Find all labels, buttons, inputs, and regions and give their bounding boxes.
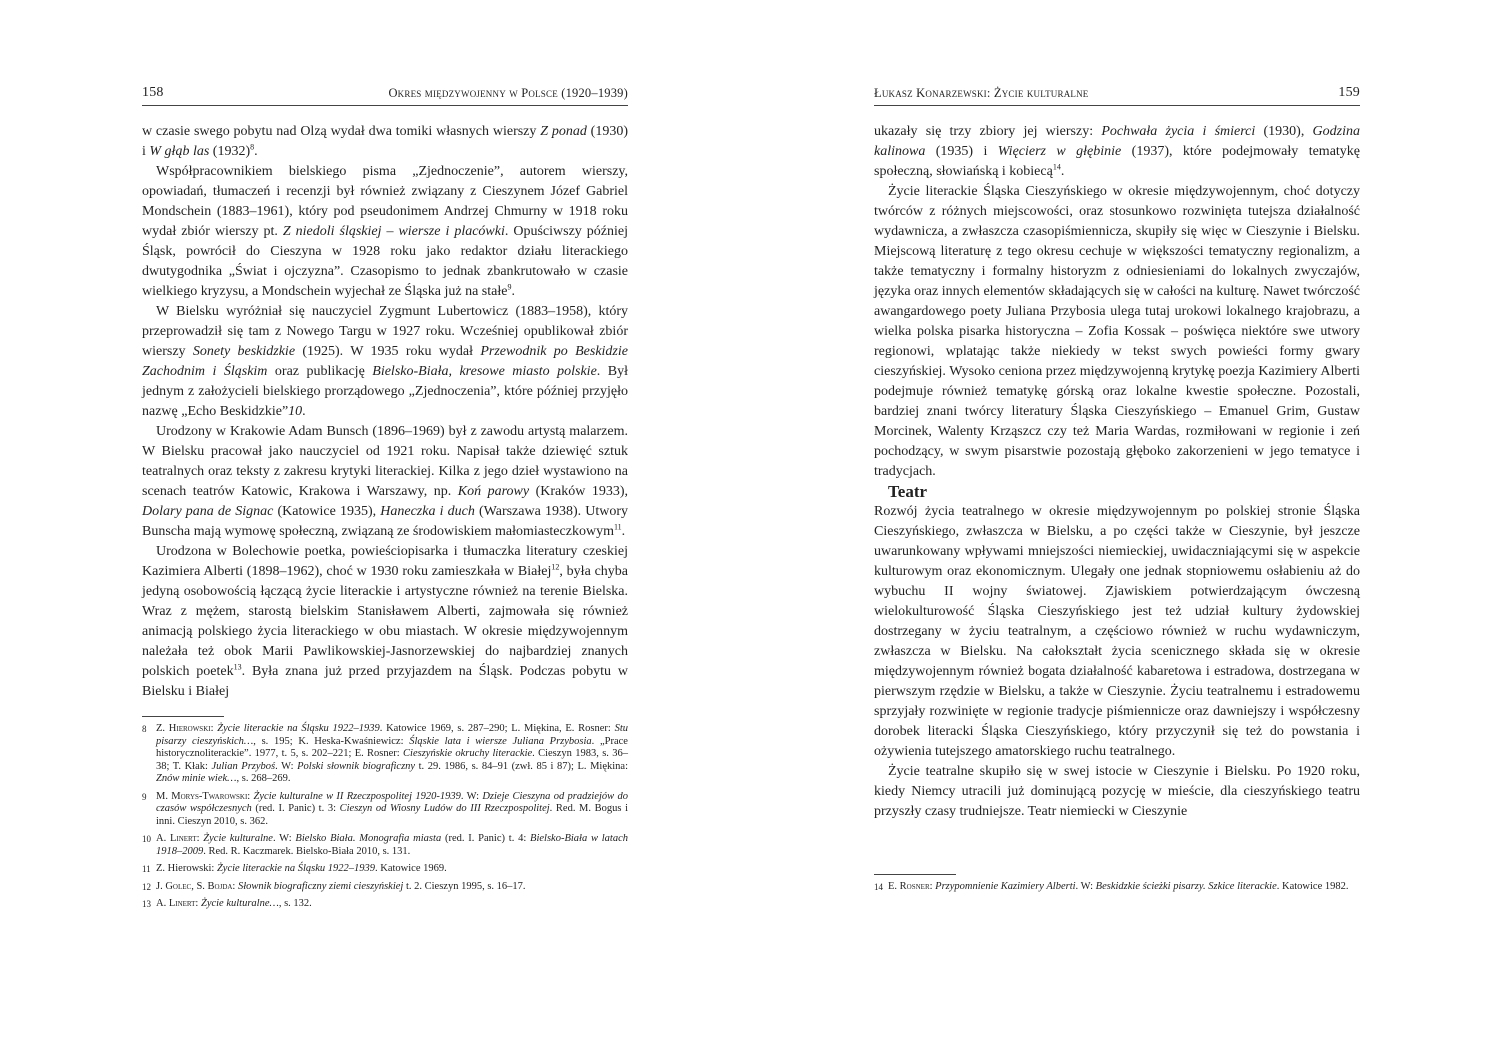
footnote: 14 E. Rosner: Przypomnienie Kazimiery Alberti. W: Beskidzkie ścieżki pisarzy. Szkice literackie. Katowice 1982. (874, 881, 1349, 892)
running-title-left: Okres międzywojenny w Polsce (1920–1939) (388, 86, 628, 100)
footnote-number: 8 (142, 724, 147, 734)
footnote: 9 M. Morys-Twarowski: Życie kulturalne w II Rzeczpospolitej 1920-1939. W: Dzieje Cieszyna od pradziejów do czasów współczesnych (red. I. Panic) t. 3: Cieszyn od Wiosny Ludów do III Rzeczpospolitej. Red. M. Bogus i inni. Cieszyn 2010, s. 362. (142, 790, 628, 827)
footnotes-right (874, 874, 1360, 899)
paragraph: Życie literackie Śląska Cieszyńskiego w okresie międzywojennym, choć dotyczy twórców z różnych miejscowości, oraz stosunkowo rozwinięta tutejsza działalność wydawnicza, a zwłaszcza czasopiśmiennicza, skupiły się więc w Cieszynie i Bielsku. Miejscową literaturę z tego okresu cechuje w większości tematyczny regionalizm, a także tematyczny i formalny historyzm z odniesieniami do lokalnych zwyczajów, języka oraz innych elementów składających się w całości na kulturę. Nawet twórczość awangardowego poety Juliana Przybosia ulega tutaj urokowi lokalnego krajobrazu, a wielka polska pisarka historyczna – Zofia Kossak – poświęca niektóre swe utwory regionowi, wplatając także niekiedy w tekst swych powieści formy gwary cieszyńskiej. Wysoko ceniona przez międzywojenną krytykę poezja Kazimiery Alberti podejmuje również tematykę górską oraz lokalne kwestie społeczne. Pozostali, bardziej znani twórcy literatury Śląska Cieszyńskiego – Emanuel Grim, Gustaw Morcinek, Walenty Krząszcz czy też Maria Wardas, rozmiłowani w regionie i zeń pochodzący, w swym pisarstwie pozostają głęboko zakorzenieni w jego tematyce i tradycjach. (874, 184, 1360, 479)
footnote-ref[interactable]: 13 (233, 662, 242, 672)
footnote-number: 13 (142, 899, 151, 909)
footnote: 13 A. Linert: Życie kulturalne…, s. 132. (142, 898, 312, 909)
footnote-number: 14 (874, 882, 883, 892)
paragraph: Życie teatralne skupiło się w swej istocie w Cieszynie i Bielsku. Po 1920 roku, kiedy Niemcy utracili już dominującą pozycję w mieście, dla cieszyńskiego teatru przyszły czasy trudniejsze. Teatr niemiecki w Cieszynie (874, 764, 1360, 819)
paragraph: ukazały się trzy zbiory jej wierszy: Pochwała życia i śmierci (1930), Godzina kalinowa (1935) i Więcierz w głębinie (1937), które podejmowały tematykę społeczną, słowiańską i kobiecą$^{14}$. (874, 124, 1361, 179)
left-page (142, 0, 628, 1039)
footnote: 11 Z. Hierowski: Życie literackie na Śląsku 1922–1939. Katowice 1969. (142, 863, 447, 874)
running-head-left (142, 85, 628, 106)
running-title-right: Łukasz Konarzewski: Życie kulturalne (874, 86, 1089, 100)
footnote-ref[interactable]: 14 (1052, 162, 1061, 172)
footnote-ref[interactable]: 11 (613, 522, 622, 532)
right-page (874, 0, 1360, 1039)
section-heading: Teatr (888, 482, 928, 501)
footnote-number: 11 (142, 864, 151, 874)
body-text-left (142, 122, 628, 702)
page-number-left: 158 (142, 85, 164, 100)
paragraph: w czasie swego pobytu nad Olzą wydał dwa tomiki własnych wierszy Z ponad (1930) i W głąb las $(1932)^8$. (142, 124, 628, 159)
footnote: 10 A. Linert: Życie kulturalne. W: Bielsko Biała. Monografia miasta (red. I. Panic) t. 4: Bielsko-Biała w latach 1918–2009. Red. R. Kaczmarek. Bielsko-Biała 2010, s. 131. (142, 833, 628, 857)
page-number-right: 159 (1338, 85, 1360, 100)
body-text-right (874, 122, 1360, 822)
footnote: 8 Z. Hierowski: Życie literackie na Śląsku 1922–1939. Katowice 1969, s. 287–290; L. Miękina, E. Rosner: Stu pisarzy cieszyńskich…, s. 195; K. Heska-Kwaśniewicz: Śląskie lata i wiersze Juliana Przybosia. „Prace historycznoliterackie”. 1977, t. 5, s. 202–221; E. Rosner: Cieszyńskie okruchy literackie. Cieszyn 1983, s. 36–38; T. Kłak: Julian Przyboś. W: Polski słownik biograficzny t. 29. 1986, s. 84–91 (zwł. 85 i 87); L. Miękina: Znów minie wiek…, s. 268–269. (142, 723, 628, 784)
footnote-divider (874, 874, 956, 875)
paragraph: Urodzony w Krakowie Adam Bunsch (1896–1969) był z zawodu artystą malarzem. W Bielsku pracował jako nauczyciel od 1921 roku. Napisał także dziewięć sztuk teatralnych oraz teksty z zakresu krytyki literackiej. Kilka z jego dzieł wystawiono na scenach teatrów Katowic, Krakowa i Warszawy, np. Koń parowy (Kraków 1933), Dolary pana de Signac (Katowice 1935), Haneczka i duch (Warszawa 1938). Utwory Bunscha mają wymowę społeczną, związaną ze środowiskiem małomiasteczkowym$^{11}$. (142, 424, 629, 539)
footnote-number: 12 (142, 881, 151, 892)
footnote-divider (142, 716, 224, 717)
running-head-right (874, 85, 1360, 106)
footnote-number: 10 (142, 834, 151, 844)
footnote: 12 J. Golec, S. Bojda: Słownik biograficzny ziemi cieszyńskiej t. 2. Cieszyn 1995, s. 16–17. (142, 880, 526, 892)
footnote-ref[interactable]: 9 (507, 282, 512, 292)
paragraph: Urodzona w Bolechowie poetka, powieściopisarka i tłumaczka literatury czeskiej Kazimiera Alberti (1898–1962), choć w 1930 roku zamieszkała w Białej$^{12}$, była chyba jedyną osobowością łączącą życie literackie i artystyczne również na terenie Bielska. Wraz z mężem, starostą bielskim Stanisławem Alberti, zajmowała się również animacją polskiego życia literackiego w obu miastach. W okresie międzywojennym należała też obok Marii Pawlikowskiej-Jasnorzewskiej do najbardziej znanych polskich poetek$^{13}$. Była znana już przed przyjazdem na Śląsk. Podczas pobytu w Bielsku i Białej (142, 544, 629, 699)
footnote-ref[interactable]: 12 (551, 562, 560, 572)
footnote-number: 9 (142, 791, 147, 802)
footnotes-left (142, 716, 628, 916)
paragraph: W Bielsku wyróżniał się nauczyciel Zygmunt Lubertowicz (1883–1958), który przeprowadził się tam z Nowego Targu w 1927 roku. Wcześniej opublikował zbiór wierszy Sonety beskidzkie (1925). W 1935 roku wydał Przewodnik po Beskidzie Zachodnim i Śląskim oraz publikację Bielsko-Biała, kresowe miasto polskie. Był jednym z założycieli bielskiego prorządowego „Zjednoczenia”, które później przyjęło nazwę „Echo Beskidzkie”10. (142, 304, 628, 419)
footnote-ref[interactable]: 8 (250, 142, 255, 152)
paragraph: Współpracownikiem bielskiego pisma „Zjednoczenie”, autorem wierszy, opowiadań, tłumaczeń i recenzji był również związany z Cieszynem Józef Gabriel Mondschein (1883–1961), który pod pseudonimem Andrzej Chmurny w 1918 roku wydał zbiór wierszy pt. Z niedoli śląskiej – wiersze i placówki. Opuściwszy później Śląsk, powrócił do Cieszyna w 1928 roku jako redaktor działu literackiego dwutygodnika „Świat i ojczyzna”. Czasopismo to jednak zbankrutowało w czasie wielkiego kryzysu, a Mondschein wyjechał ze Śląska już na stałe$^9$. (142, 164, 628, 299)
paragraph: Rozwój życia teatralnego w okresie międzywojennym po polskiej stronie Śląska Cieszyńskiego, zwłaszcza w Bielsku, a po części także w Cieszynie, był jeszcze uwarunkowany wpływami mniejszości niemieckiej, uwidaczniającymi się w aspekcie kulturowym oraz ekonomicznym. Ulegały one jednak stopniowemu osłabieniu aż do wybuchu II wojny światowej. Zjawiskiem potwierdzającym ówczesną wielokulturowość Śląska Cieszyńskiego jest też udział kultury żydowskiej dostrzegany w życiu teatralnym, a częściowo również w ruchu wydawniczym, zwłaszcza w Bielsku. Na całokształt życia scenicznego składa się w okresie międzywojennym również bogata działalność kabaretowa i estradowa, dostrzegana w pierwszym rzędzie w Bielsku, a także w Cieszynie. Życiu teatralnemu i estradowemu sprzyjały rozwinięte w regionie tradycje piśmiennicze oraz dawniejszy i współczesny dorobek literacki Śląska Cieszyńskiego, który przyczynił się też do powstania i ożywienia tutejszego amatorskiego ruchu teatralnego. (874, 504, 1360, 759)
